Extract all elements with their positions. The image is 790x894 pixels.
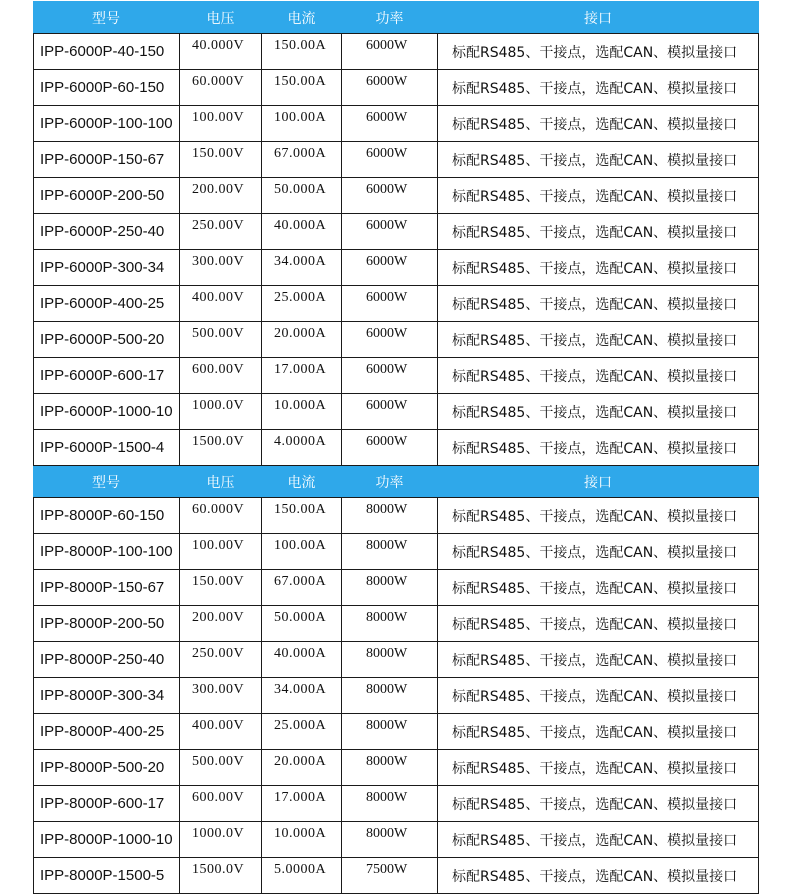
current-cell: 50.000A [262,606,342,642]
current-cell: 34.000A [262,678,342,714]
power-cell: 8000W [342,822,438,858]
power-cell: 6000W [342,358,438,394]
power-cell: 8000W [342,606,438,642]
header-interface: 接口 [438,466,759,498]
model-cell: IPP-6000P-100-100 [34,106,180,142]
model-cell: IPP-8000P-60-150 [34,498,180,534]
header-current: 电流 [262,2,342,34]
model-cell: IPP-8000P-1500-5 [34,858,180,894]
current-cell: 10.000A [262,394,342,430]
interface-cell: 标配RS485、干接点，选配CAN、模拟量接口 [438,178,759,214]
voltage-cell: 300.00V [180,250,262,286]
table-row [34,822,759,858]
power-cell: 6000W [342,214,438,250]
table-row [34,286,759,322]
interface-cell: 标配RS485、干接点，选配CAN、模拟量接口 [438,214,759,250]
interface-cell: 标配RS485、干接点，选配CAN、模拟量接口 [438,430,759,466]
table-row [34,498,759,534]
model-cell: IPP-8000P-100-100 [34,534,180,570]
table-row [34,322,759,358]
voltage-cell: 150.00V [180,142,262,178]
model-cell: IPP-6000P-600-17 [34,358,180,394]
table-row [34,106,759,142]
interface-cell: 标配RS485、干接点，选配CAN、模拟量接口 [438,786,759,822]
current-cell: 20.000A [262,750,342,786]
table-row [34,714,759,750]
interface-cell: 标配RS485、干接点，选配CAN、模拟量接口 [438,858,759,894]
interface-cell: 标配RS485、干接点，选配CAN、模拟量接口 [438,106,759,142]
header-voltage: 电压 [180,466,262,498]
model-cell: IPP-6000P-400-25 [34,286,180,322]
power-cell: 6000W [342,142,438,178]
interface-cell: 标配RS485、干接点，选配CAN、模拟量接口 [438,606,759,642]
model-cell: IPP-8000P-150-67 [34,570,180,606]
table-row [34,858,759,894]
power-cell: 6000W [342,178,438,214]
power-cell: 6000W [342,394,438,430]
interface-cell: 标配RS485、干接点，选配CAN、模拟量接口 [438,750,759,786]
current-cell: 10.000A [262,822,342,858]
power-cell: 7500W [342,858,438,894]
voltage-cell: 100.00V [180,106,262,142]
model-cell: IPP-6000P-40-150 [34,34,180,70]
current-cell: 50.000A [262,178,342,214]
voltage-cell: 200.00V [180,178,262,214]
power-cell: 6000W [342,70,438,106]
power-cell: 8000W [342,570,438,606]
voltage-cell: 150.00V [180,570,262,606]
header-power: 功率 [342,2,438,34]
interface-cell: 标配RS485、干接点，选配CAN、模拟量接口 [438,642,759,678]
table-row [34,214,759,250]
power-cell: 8000W [342,642,438,678]
header-model: 型号 [34,2,180,34]
model-cell: IPP-6000P-500-20 [34,322,180,358]
table-row [34,430,759,466]
table-row [34,786,759,822]
model-cell: IPP-6000P-1000-10 [34,394,180,430]
voltage-cell: 250.00V [180,214,262,250]
model-cell: IPP-8000P-600-17 [34,786,180,822]
power-cell: 6000W [342,286,438,322]
table-row [34,250,759,286]
current-cell: 17.000A [262,786,342,822]
voltage-cell: 1500.0V [180,858,262,894]
header-current: 电流 [262,466,342,498]
power-cell: 6000W [342,430,438,466]
voltage-cell: 400.00V [180,714,262,750]
power-cell: 6000W [342,250,438,286]
current-cell: 40.000A [262,642,342,678]
table-row [34,678,759,714]
model-cell: IPP-6000P-300-34 [34,250,180,286]
power-cell: 6000W [342,34,438,70]
voltage-cell: 60.000V [180,498,262,534]
power-cell: 8000W [342,498,438,534]
power-cell: 8000W [342,786,438,822]
interface-cell: 标配RS485、干接点，选配CAN、模拟量接口 [438,250,759,286]
voltage-cell: 300.00V [180,678,262,714]
voltage-cell: 500.00V [180,750,262,786]
voltage-cell: 100.00V [180,534,262,570]
model-cell: IPP-6000P-200-50 [34,178,180,214]
table-row [34,534,759,570]
current-cell: 150.00A [262,498,342,534]
current-cell: 67.000A [262,142,342,178]
interface-cell: 标配RS485、干接点，选配CAN、模拟量接口 [438,322,759,358]
header-power: 功率 [342,466,438,498]
table-row [34,750,759,786]
interface-cell: 标配RS485、干接点，选配CAN、模拟量接口 [438,570,759,606]
current-cell: 20.000A [262,322,342,358]
voltage-cell: 1500.0V [180,430,262,466]
interface-cell: 标配RS485、干接点，选配CAN、模拟量接口 [438,34,759,70]
current-cell: 150.00A [262,70,342,106]
model-cell: IPP-8000P-300-34 [34,678,180,714]
current-cell: 17.000A [262,358,342,394]
model-cell: IPP-6000P-1500-4 [34,430,180,466]
table-row [34,34,759,70]
voltage-cell: 40.000V [180,34,262,70]
current-cell: 34.000A [262,250,342,286]
voltage-cell: 600.00V [180,786,262,822]
model-cell: IPP-8000P-1000-10 [34,822,180,858]
table-row [34,642,759,678]
interface-cell: 标配RS485、干接点，选配CAN、模拟量接口 [438,714,759,750]
current-cell: 25.000A [262,714,342,750]
model-cell: IPP-8000P-200-50 [34,606,180,642]
table-row [34,142,759,178]
interface-cell: 标配RS485、干接点，选配CAN、模拟量接口 [438,70,759,106]
voltage-cell: 200.00V [180,606,262,642]
current-cell: 4.0000A [262,430,342,466]
power-cell: 8000W [342,714,438,750]
interface-cell: 标配RS485、干接点，选配CAN、模拟量接口 [438,394,759,430]
current-cell: 25.000A [262,286,342,322]
table-body [34,2,759,894]
header-model: 型号 [34,466,180,498]
model-cell: IPP-6000P-60-150 [34,70,180,106]
model-cell: IPP-8000P-500-20 [34,750,180,786]
interface-cell: 标配RS485、干接点，选配CAN、模拟量接口 [438,358,759,394]
current-cell: 67.000A [262,570,342,606]
voltage-cell: 60.000V [180,70,262,106]
table-row [34,178,759,214]
power-cell: 8000W [342,750,438,786]
voltage-cell: 400.00V [180,286,262,322]
current-cell: 40.000A [262,214,342,250]
interface-cell: 标配RS485、干接点，选配CAN、模拟量接口 [438,286,759,322]
model-cell: IPP-8000P-250-40 [34,642,180,678]
table-header-row [34,2,759,34]
interface-cell: 标配RS485、干接点，选配CAN、模拟量接口 [438,678,759,714]
voltage-cell: 1000.0V [180,394,262,430]
power-cell: 6000W [342,106,438,142]
current-cell: 150.00A [262,34,342,70]
model-cell: IPP-8000P-400-25 [34,714,180,750]
voltage-cell: 500.00V [180,322,262,358]
current-cell: 5.0000A [262,858,342,894]
interface-cell: 标配RS485、干接点，选配CAN、模拟量接口 [438,822,759,858]
table-header-row [34,466,759,498]
voltage-cell: 1000.0V [180,822,262,858]
header-voltage: 电压 [180,2,262,34]
current-cell: 100.00A [262,106,342,142]
power-cell: 8000W [342,534,438,570]
voltage-cell: 250.00V [180,642,262,678]
header-interface: 接口 [438,2,759,34]
table-row [34,358,759,394]
model-cell: IPP-6000P-150-67 [34,142,180,178]
interface-cell: 标配RS485、干接点，选配CAN、模拟量接口 [438,534,759,570]
table-row [34,570,759,606]
model-cell: IPP-6000P-250-40 [34,214,180,250]
interface-cell: 标配RS485、干接点，选配CAN、模拟量接口 [438,498,759,534]
table-row [34,394,759,430]
spec-table [33,1,759,894]
interface-cell: 标配RS485、干接点，选配CAN、模拟量接口 [438,142,759,178]
table-row [34,70,759,106]
voltage-cell: 600.00V [180,358,262,394]
current-cell: 100.00A [262,534,342,570]
power-cell: 6000W [342,322,438,358]
power-cell: 8000W [342,678,438,714]
table-row [34,606,759,642]
